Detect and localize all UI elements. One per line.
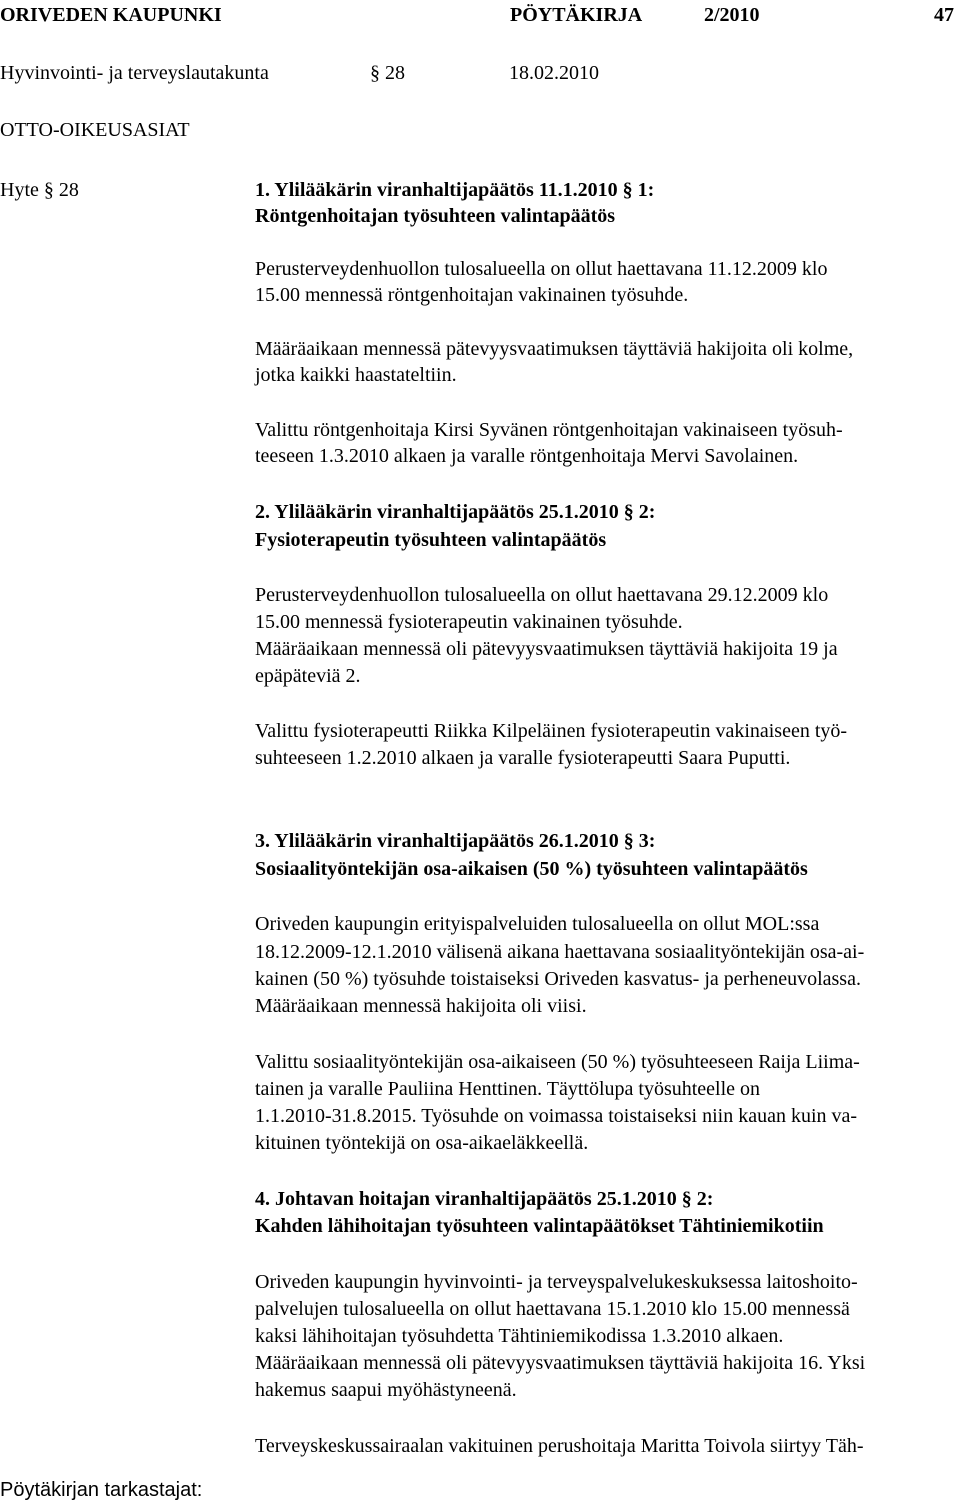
meeting-date: 18.02.2010 (509, 62, 599, 84)
item-2-title-line-1: 2. Ylilääkärin viranhaltijapäätös 25.1.2010 § 2: (255, 501, 656, 523)
item-3-para-1-line-2: 18.12.2009-12.1.2010 välisenä aikana haettavana sosiaalityöntekijän osa-ai- (255, 941, 865, 963)
item-2-para-2-line-1: Valittu fysioterapeutti Riikka Kilpeläinen fysioterapeutin vakinaiseen työ- (255, 720, 848, 742)
item-3-para-1-line-3: kainen (50 %) työsuhde toistaiseksi Oriveden kasvatus- ja perheneuvolassa. (255, 968, 861, 990)
item-1-title-line-1: 1. Ylilääkärin viranhaltijapäätös 11.1.2010 § 1: (255, 179, 655, 201)
doc-type: PÖYTÄKIRJA (510, 4, 643, 26)
item-2-title-line-2: Fysioterapeutin työsuhteen valintapäätös (255, 529, 607, 551)
paragraph-ref: § 28 (370, 62, 405, 84)
item-1-para-1-line-2: 15.00 mennessä röntgenhoitajan vakinainen työsuhde. (255, 284, 689, 306)
item-4-para-1-line-1: Oriveden kaupungin hyvinvointi- ja terveyspalvelukeskuksessa laitoshoito- (255, 1271, 858, 1293)
item-1-para-3-line-2: teeseen 1.3.2010 alkaen ja varalle röntgenhoitaja Mervi Savolainen. (255, 445, 799, 467)
org-name: ORIVEDEN KAUPUNKI (0, 4, 222, 26)
item-4-para-1-line-4: Määräaikaan mennessä oli pätevyysvaatimuksen täyttäviä hakijoita 16. Yksi (255, 1352, 866, 1374)
item-3-para-2-line-1: Valittu sosiaalityöntekijän osa-aikaiseen (50 %) työsuhteeseen Raija Liima- (255, 1051, 860, 1073)
item-4-para-2-line-1: Terveyskeskussairaalan vakituinen perushoitaja Maritta Toivola siirtyy Täh- (255, 1435, 864, 1457)
item-4-para-1-line-3: kaksi lähihoitajan työsuhdetta Tähtiniemikodissa 1.3.2010 alkaen. (255, 1325, 784, 1347)
item-3-para-1-line-1: Oriveden kaupungin erityispalveluiden tulosalueella on ollut MOL:ssa (255, 913, 820, 935)
item-1-title-line-2: Röntgenhoitajan työsuhteen valintapäätös (255, 205, 616, 227)
page-number: 47 (934, 4, 954, 26)
item-4-title-line-1: 4. Johtavan hoitajan viranhaltijapäätös 25.1.2010 § 2: (255, 1188, 714, 1210)
item-4-para-1-line-2: palvelujen tulosalueella on ollut haettavana 15.1.2010 klo 15.00 mennessä (255, 1298, 850, 1320)
item-4-para-1-line-5: hakemus saapui myöhästyneenä. (255, 1379, 517, 1401)
item-3-title-line-2: Sosiaalityöntekijän osa-aikaisen (50 %) työsuhteen valintapäätös (255, 858, 808, 880)
board-name: Hyvinvointi- ja terveyslautakunta (0, 62, 269, 84)
item-3-para-2-line-4: kituinen työntekijä on osa-aikaeläkkeellä. (255, 1132, 589, 1154)
item-3-title-line-1: 3. Ylilääkärin viranhaltijapäätös 26.1.2010 § 3: (255, 830, 656, 852)
item-3-para-2-line-3: 1.1.2010-31.8.2015. Työsuhde on voimassa toistaiseksi niin kauan kuin va- (255, 1105, 858, 1127)
item-2-para-1-line-1: Perusterveydenhuollon tulosalueella on ollut haettavana 29.12.2009 klo (255, 584, 829, 606)
item-1-para-2-line-1: Määräaikaan mennessä pätevyysvaatimuksen täyttäviä hakijoita oli kolme, (255, 338, 854, 360)
doc-number: 2/2010 (704, 4, 760, 26)
item-1-para-2-line-2: jotka kaikki haastateltiin. (255, 364, 457, 386)
item-2-para-1-line-2: 15.00 mennessä fysioterapeutin vakinainen työsuhde. (255, 611, 683, 633)
section-label: Hyte § 28 (0, 179, 79, 201)
item-1-para-1-line-1: Perusterveydenhuollon tulosalueella on ollut haettavana 11.12.2009 klo (255, 258, 828, 280)
item-2-para-1-line-3: Määräaikaan mennessä oli pätevyysvaatimuksen täyttäviä hakijoita 19 ja (255, 638, 838, 660)
footer-signatories-label: Pöytäkirjan tarkastajat: (0, 1479, 203, 1501)
item-1-para-3-line-1: Valittu röntgenhoitaja Kirsi Syvänen röntgenhoitajan vakinaiseen työsuh- (255, 419, 843, 441)
item-2-para-2-line-2: suhteeseen 1.2.2010 alkaen ja varalle fysioterapeutti Saara Puputti. (255, 747, 791, 769)
item-3-para-2-line-2: tainen ja varalle Pauliina Henttinen. Täyttölupa työsuhteelle on (255, 1078, 761, 1100)
item-4-title-line-2: Kahden lähihoitajan työsuhteen valintapäätökset Tähtiniemikotiin (255, 1215, 824, 1237)
item-2-para-1-line-4: epäpäteviä 2. (255, 665, 361, 687)
category-heading: OTTO-OIKEUSASIAT (0, 119, 190, 141)
item-3-para-1-line-4: Määräaikaan mennessä hakijoita oli viisi. (255, 995, 587, 1017)
